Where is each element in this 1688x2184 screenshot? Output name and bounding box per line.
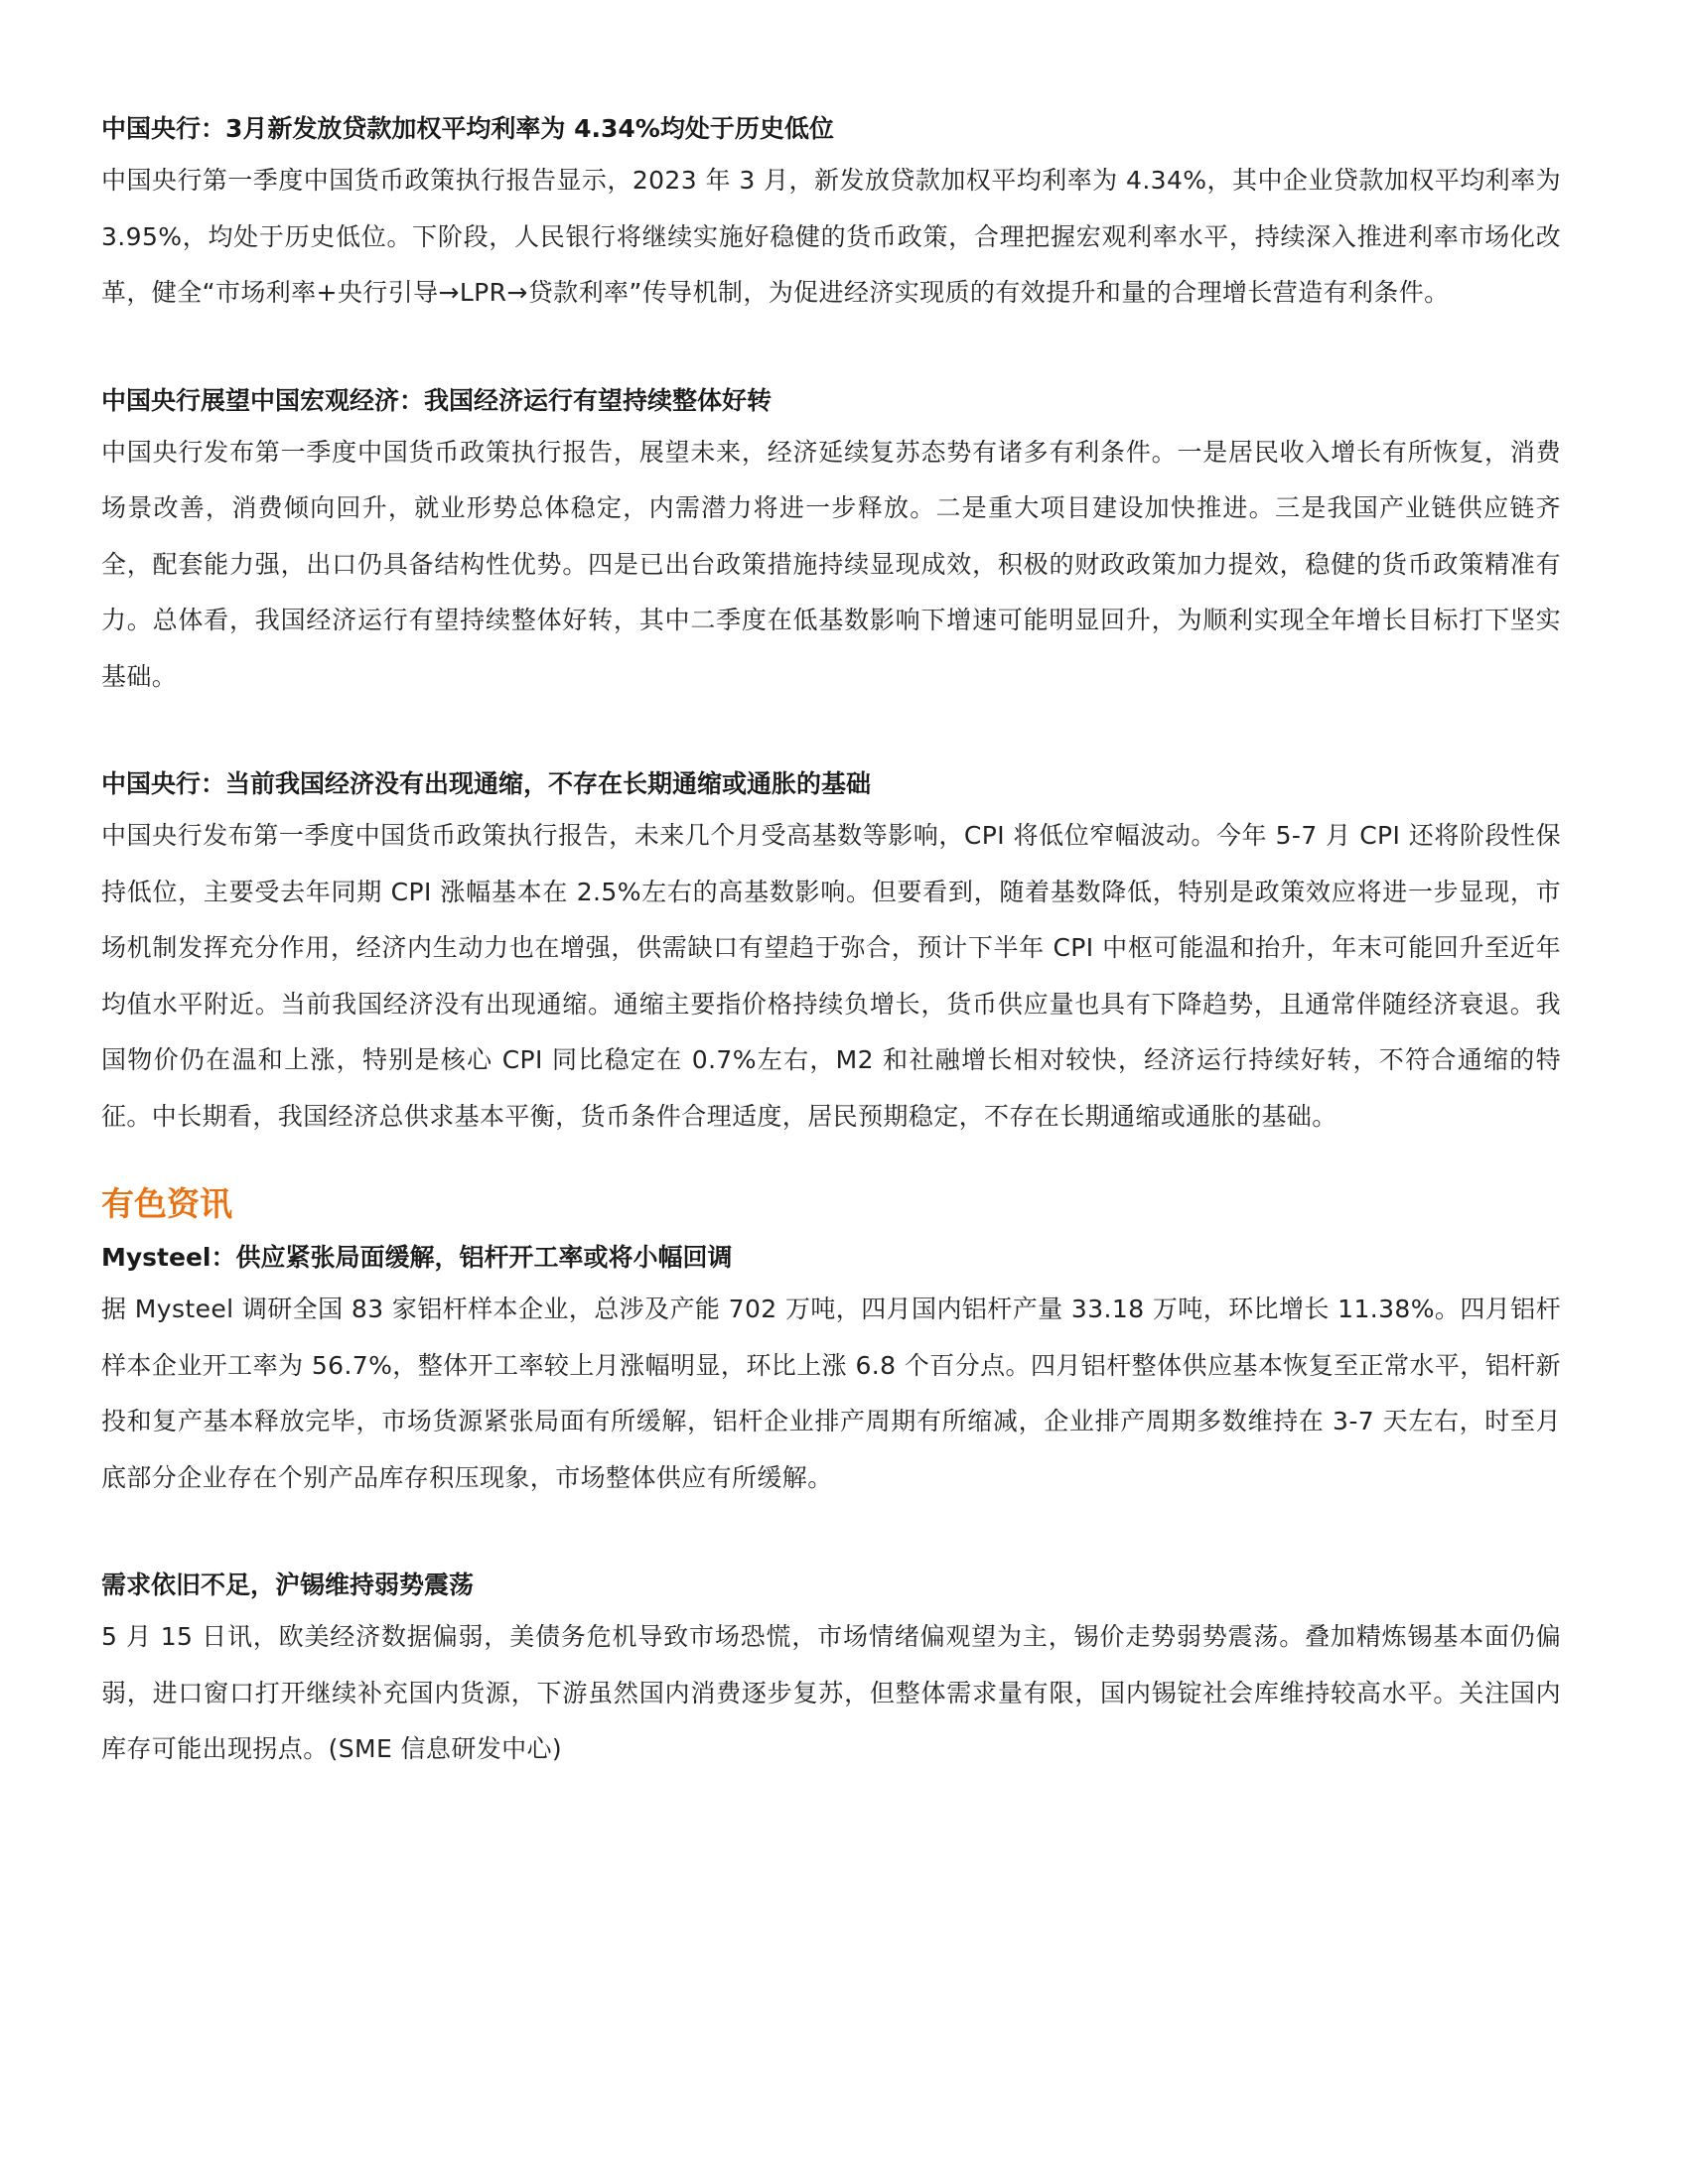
news-article: [101, 760, 1561, 1145]
news-article: [101, 105, 1561, 322]
article-title: 中国央行：3月新发放贷款加权平均利率为 4.34%均处于历史低位: [101, 114, 834, 143]
document-page: [101, 105, 1561, 1834]
news-article: [101, 1562, 1561, 1778]
article-title: Mysteel：供应紧张局面缓解，铝杆开工率或将小幅回调: [101, 1243, 733, 1272]
news-article: [101, 1234, 1561, 1506]
news-article: [101, 377, 1561, 706]
article-body: 5 月 15 日讯，欧美经济数据偏弱，美债务危机导致市场恐慌，市场情绪偏观望为主，锡价走势弱势震荡。叠加精炼锡基本面仍偏弱，进口窗口打开继续补充国内货源，下游虽然国内消费逐步复苏，但整体需求量有限，国内锡锭社会库维持较高水平。关注国内库存可能出现拐点。(SME 信息研发中心): [101, 1622, 1561, 1763]
article-body: 中国央行发布第一季度中国货币政策执行报告，未来几个月受高基数等影响，CPI 将低位窄幅波动。今年 5-7 月 CPI 还将阶段性保持低位，主要受去年同期 CPI 涨幅基本在 2.5%左右的高基数影响。但要看到，随着基数降低，特别是政策效应将进一步显现，市场机制发挥充分作用，经济内生动力也在增强，供需缺口有望趋于弥合，预计下半年 CPI 中枢可能温和抬升，年末可能回升至近年均值水平附近。当前我国经济没有出现通缩。通缩主要指价格持续负增长，货币供应量也具有下降趋势，且通常伴随经济衰退。我国物价仍在温和上涨，特别是核心 CPI 同比稳定在 0.7%左右，M2 和社融增长相对较快，经济运行持续好转，不符合通缩的特征。中长期看，我国经济总供求基本平衡，货币条件合理适度，居民预期稳定，不存在长期通缩或通胀的基础。: [101, 821, 1561, 1131]
section-heading: 有色资讯: [101, 1184, 232, 1223]
article-body: 中国央行第一季度中国货币政策执行报告显示，2023 年 3 月，新发放贷款加权平均利率为 4.34%，其中企业贷款加权平均利率为 3.95%，均处于历史低位。下阶段，人民银行将继续实施好稳健的货币政策，合理把握宏观利率水平，持续深入推进利率市场化改革，健全“市场利率+央行引导→LPR→贷款利率”传导机制，为促进经济实现质的有效提升和量的合理增长营造有利条件。: [101, 166, 1561, 307]
article-body: 中国央行发布第一季度中国货币政策执行报告，展望未来，经济延续复苏态势有诸多有利条件。一是居民收入增长有所恢复，消费场景改善，消费倾向回升，就业形势总体稳定，内需潜力将进一步释放。二是重大项目建设加快推进。三是我国产业链供应链齐全，配套能力强，出口仍具备结构性优势。四是已出台政策措施持续显现成效，积极的财政政策加力提效，稳健的货币政策精准有力。总体看，我国经济运行有望持续整体好转，其中二季度在低基数影响下增速可能明显回升，为顺利实现全年增长目标打下坚实基础。: [101, 437, 1561, 691]
article-title: 中国央行：当前我国经济没有出现通缩，不存在长期通缩或通胀的基础: [101, 769, 872, 798]
article-title: 需求依旧不足，沪锡维持弱势震荡: [101, 1570, 475, 1599]
article-body: 据 Mysteel 调研全国 83 家铝杆样本企业，总涉及产能 702 万吨，四月国内铝杆产量 33.18 万吨，环比增长 11.38%。四月铝杆样本企业开工率为 56.7%，整体开工率较上月涨幅明显，环比上涨 6.8 个百分点。四月铝杆整体供应基本恢复至正常水平，铝杆新投和复产基本释放完毕，市场货源紧张局面有所缓解，铝杆企业排产周期有所缩减，企业排产周期多数维持在 3-7 天左右，时至月底部分企业存在个别产品库存积压现象，市场整体供应有所缓解。: [101, 1295, 1561, 1492]
article-title: 中国央行展望中国宏观经济：我国经济运行有望持续整体好转: [101, 385, 773, 415]
